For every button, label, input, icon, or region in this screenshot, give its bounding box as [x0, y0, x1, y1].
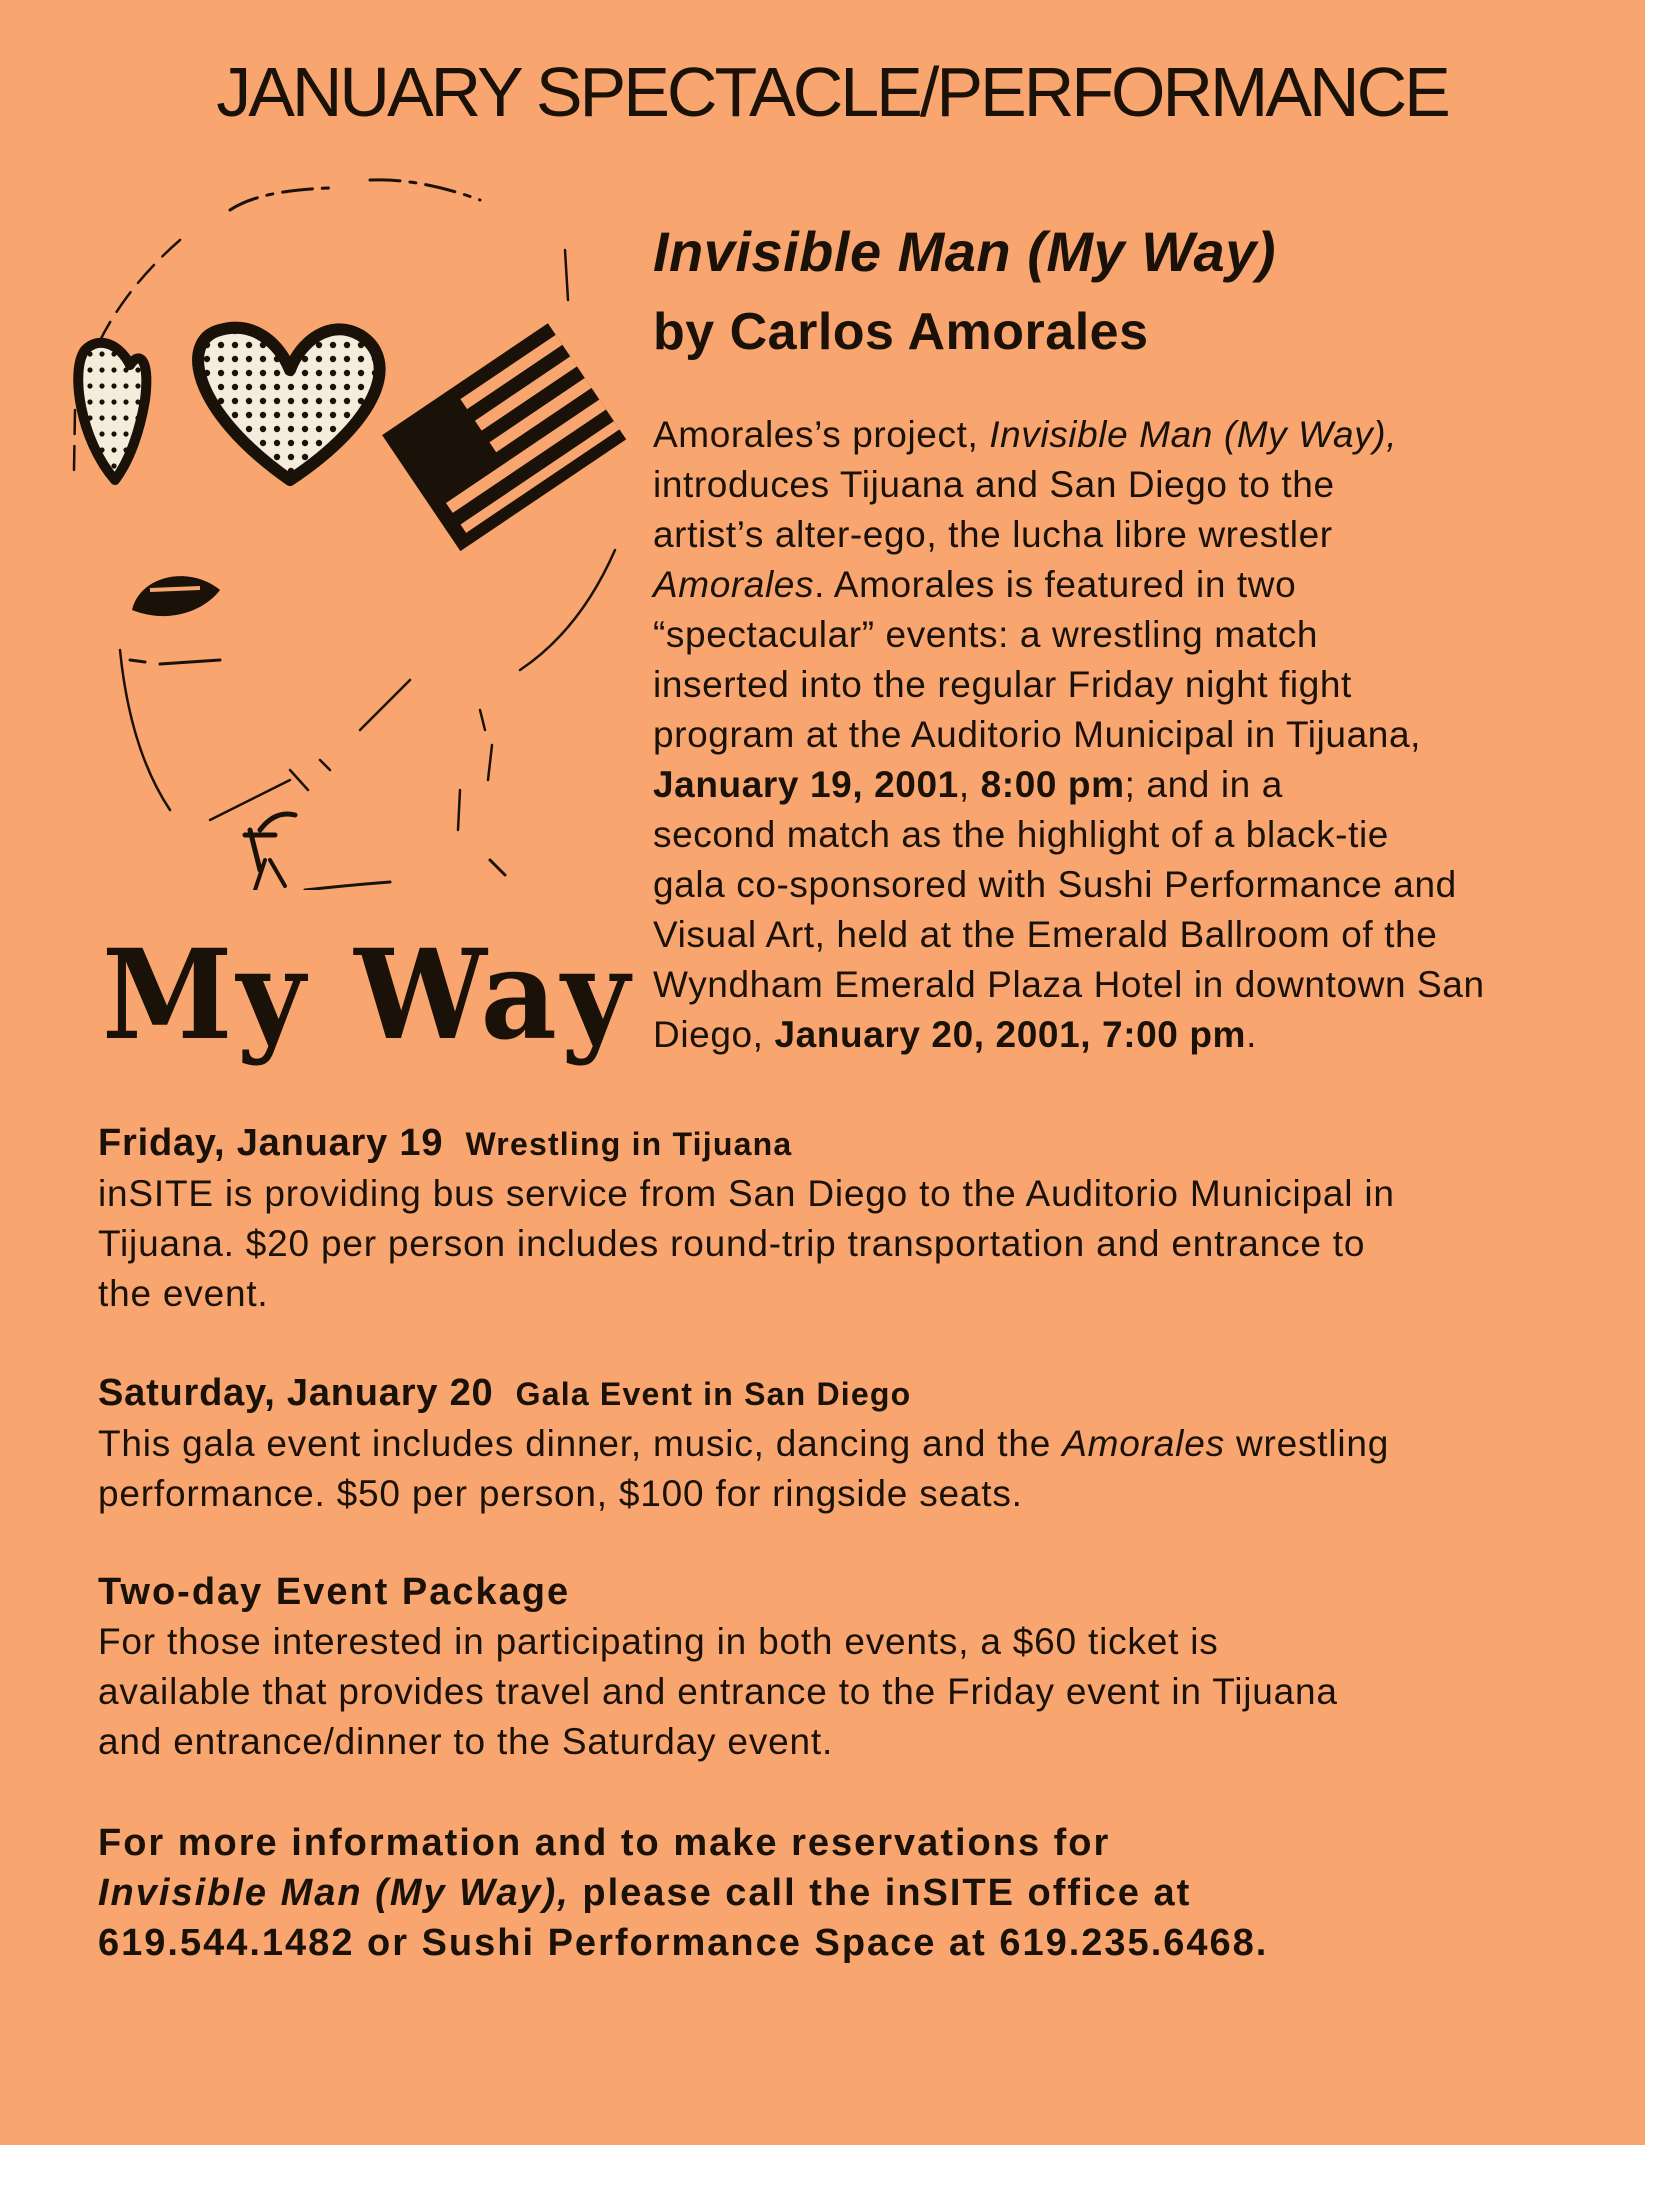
- lips-icon: [132, 576, 220, 616]
- friday-heading: Friday, January 19: [98, 1122, 444, 1164]
- description-line: second match as the highlight of a black-tie: [653, 814, 1389, 855]
- description-line: Visual Art, held at the Emerald Ballroom of the: [653, 914, 1438, 955]
- my-way-logo: My Way: [102, 921, 634, 1068]
- jaw-outline: [120, 650, 410, 820]
- saturday-heading: Saturday, January 20: [98, 1372, 494, 1414]
- description-line: “spectacular” events: a wrestling match: [653, 614, 1318, 655]
- byline: by Carlos Amorales: [653, 303, 1149, 361]
- contact-phone-line: 619.544.1482 or Sushi Performance Space at 619.235.6468.: [98, 1922, 1269, 1964]
- package-section: [98, 1567, 1558, 1767]
- saturday-text-line: This gala event includes dinner, music, dancing and the Amorales wrestling: [98, 1423, 1390, 1464]
- description-line: Amorales’s project, Invisible Man (My Way),: [653, 414, 1398, 455]
- friday-subheading: Wrestling in Tijuana: [465, 1126, 793, 1162]
- description-line: inserted into the regular Friday night fight: [653, 664, 1352, 705]
- saturday-subheading: Gala Event in San Diego: [515, 1376, 912, 1412]
- package-heading: Two-day Event Package: [98, 1571, 571, 1613]
- head-outline-top: [230, 180, 480, 210]
- wrestler-figure-icon: [245, 814, 295, 890]
- friday-heading-line: [98, 1118, 1558, 1169]
- heart-icon: [198, 328, 380, 480]
- saturday-text-line: performance. $50 per person, $100 for ringside seats.: [98, 1473, 1023, 1514]
- project-description: [653, 410, 1553, 1060]
- package-text-line: and entrance/dinner to the Saturday event.: [98, 1721, 834, 1762]
- flag-icon: [382, 323, 626, 551]
- cheek-marks: [290, 710, 492, 830]
- description-line: January 19, 2001, 8:00 pm; and in a: [653, 764, 1283, 805]
- friday-text-line: Tijuana. $20 per person includes round-trip transportation and entrance to: [98, 1223, 1366, 1264]
- package-text-line: For those interested in participating in both events, a $60 ticket is: [98, 1621, 1219, 1662]
- wrestler-mask-illustration: [60, 170, 640, 890]
- page-title: JANUARY SPECTACLE/PERFORMANCE: [216, 53, 1448, 131]
- description-line: Diego, January 20, 2001, 7:00 pm.: [653, 1014, 1257, 1055]
- left-heart-half-icon: [78, 343, 146, 480]
- work-title: Invisible Man (My Way): [653, 220, 1276, 283]
- description-line: program at the Auditorio Municipal in Tijuana,: [653, 714, 1422, 755]
- description-line: Amorales. Amorales is featured in two: [653, 564, 1297, 605]
- friday-text-line: the event.: [98, 1273, 269, 1314]
- friday-text-line: inSITE is providing bus service from San Diego to the Auditorio Municipal in: [98, 1173, 1395, 1214]
- saturday-heading-line: [98, 1368, 1558, 1419]
- contact-line: For more information and to make reservations for: [98, 1822, 1111, 1864]
- contact-line: Invisible Man (My Way), please call the inSITE office at: [98, 1872, 1192, 1914]
- package-text-line: available that provides travel and entrance to the Friday event in Tijuana: [98, 1671, 1338, 1712]
- description-line: artist’s alter-ego, the lucha libre wrestler: [653, 514, 1333, 555]
- saturday-section: [98, 1368, 1558, 1519]
- description-line: Wyndham Emerald Plaza Hotel in downtown San: [653, 964, 1485, 1005]
- friday-section: [98, 1118, 1558, 1319]
- description-line: gala co-sponsored with Sushi Performance and: [653, 864, 1457, 905]
- mouth-line: [130, 660, 220, 664]
- chin-line: [305, 860, 505, 890]
- description-line: introduces Tijuana and San Diego to the: [653, 464, 1335, 505]
- contact-info: [98, 1818, 1268, 1968]
